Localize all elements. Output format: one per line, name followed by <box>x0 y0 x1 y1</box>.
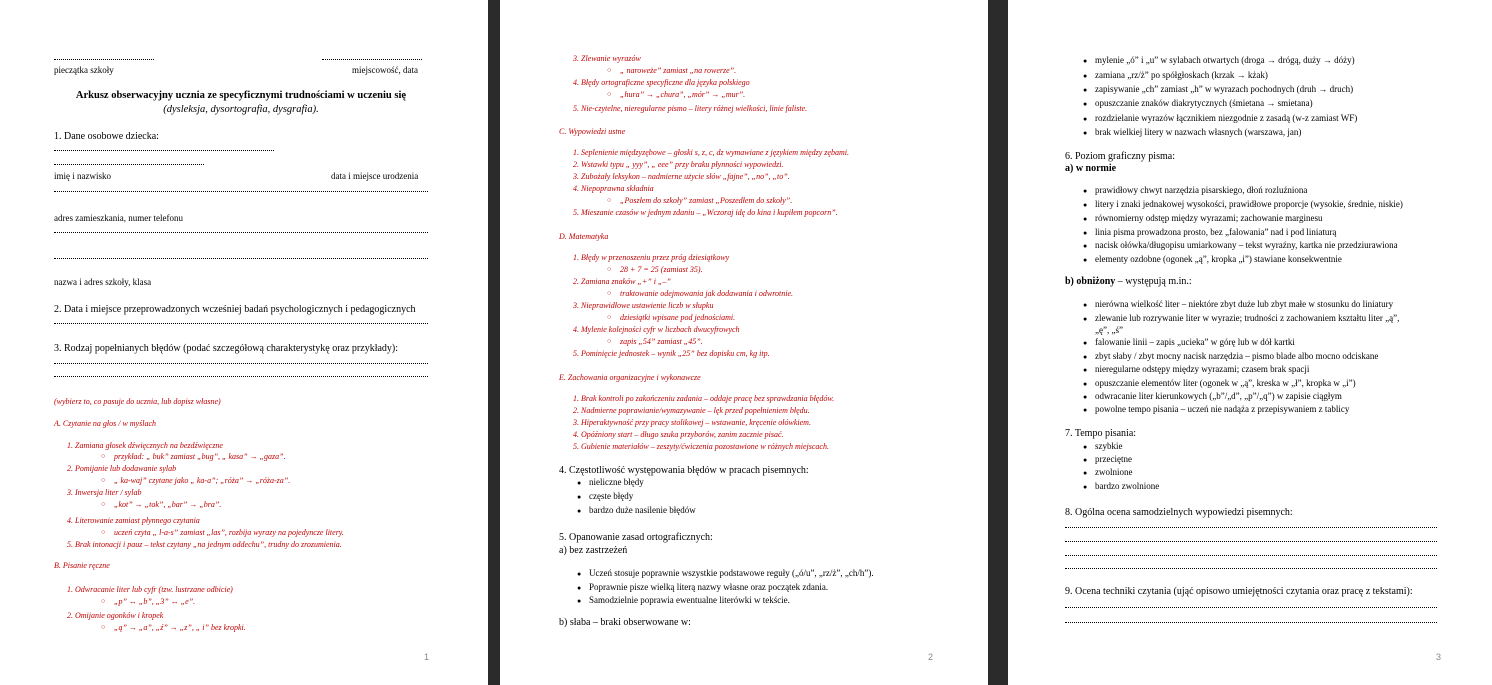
choose-note: (wybierz to, co pasuje do ucznia, lub dopisz własne) <box>54 397 221 406</box>
weak-item-1: mylenie „ó” i „u” w sylabach otwartych (droga → drógą, duży → dóży) <box>1095 55 1355 65</box>
item-c5: 5. Mieszanie czasów w jednym zdaniu – „Wczoraj idę do kina i kupiłem popcorn”. <box>573 208 838 217</box>
bullet-icon: ● <box>1083 339 1088 347</box>
field-line <box>54 150 274 151</box>
circle-bullet-icon: ○ <box>607 196 612 204</box>
item-b2: 2. Omijanie ogonków i kropek <box>67 611 164 620</box>
item-d3-sub: dziesiątki wpisane pod jednościami. <box>620 313 736 322</box>
item-a5: 5. Brak intonacji i pauz – tekst czytany „na jednym oddechu”, trudny do zrozumienia. <box>67 540 342 549</box>
circle-bullet-icon: ○ <box>607 66 612 74</box>
birth-label: data i miejsce urodzenia <box>331 171 419 181</box>
field-line <box>1065 527 1437 528</box>
ortho-item-3: Samodzielnie poprawia ewentualne literówki w tekście. <box>589 595 790 605</box>
lowered-item-2: zlewanie lub rozrywanie liter w wyrazie; trudności z zachowaniem kształtu liter „ą”, <box>1095 313 1400 323</box>
item-d2-sub: traktowanie odejmowania jak dodawania i odwrotnie. <box>620 289 794 298</box>
item-e2: 2. Nadmierne poprawianie/wymazywanie – lęk przed popełnieniem błędu. <box>573 406 810 415</box>
field-line <box>54 164 204 165</box>
item-c4: 4. Niepoprawna składnia <box>573 184 654 193</box>
circle-bullet-icon: ○ <box>607 90 612 98</box>
lowered-item-4: zbyt słaby / zbyt mocny nacisk narzędzia – pismo blade albo mocno odciskane <box>1095 351 1379 361</box>
bullet-icon: ● <box>1083 315 1088 323</box>
tempo-option-3: zwolnione <box>1095 467 1133 477</box>
item-a1-sub: przykład: „ buk” zamiast „bug”, „ kasa” → „gaza”. <box>114 452 286 461</box>
page-number: 2 <box>928 652 934 662</box>
field-line <box>1065 555 1437 556</box>
field-line <box>54 323 428 324</box>
norm-item-6: elementy ozdobne (ogonek „ą”, kropka „i”) stawiane konsekwentnie <box>1095 254 1342 264</box>
ortho-item-1: Uczeń stosuje poprawnie wszystkie podstawowe reguły („ó/u”, „rz/ż”, „ch/h”). <box>589 568 874 578</box>
page-number: 3 <box>1436 652 1442 662</box>
section-1-heading: 1. Dane osobowe dziecka: <box>54 131 159 142</box>
name-label: imię i nazwisko <box>54 171 111 181</box>
page-2 <box>500 0 988 685</box>
address-label: adres zamieszkania, numer telefonu <box>54 213 183 223</box>
norm-item-4: linia pisma prowadzona prosto, bez „falowania” nad i pod liniaturą <box>1095 227 1337 237</box>
weak-item-2: zamiana „rz/ż” po spółgłoskach (krzak → kżak) <box>1095 70 1268 80</box>
bullet-icon: ● <box>1083 100 1088 108</box>
tempo-option-1: szybkie <box>1095 441 1123 451</box>
page-number: 1 <box>424 652 430 662</box>
section-8-heading: 8. Ogólna ocena samodzielnych wypowiedzi pisemnych: <box>1065 507 1293 518</box>
section-4-heading: 4. Częstotliwość występowania błędów w pracach pisemnych: <box>559 465 809 476</box>
document-title: Arkusz obserwacyjny ucznia ze specyficznymi trudnościami w uczeniu się <box>75 90 407 101</box>
circle-bullet-icon: ○ <box>101 597 106 605</box>
item-a3-sub: „kot” → „tok”, „bar” → „bra”. <box>114 500 222 509</box>
item-d4: 4. Mylenie kolejności cyfr w liczbach dwucyfrowych <box>573 325 740 334</box>
weak-item-5: rozdzielanie wyrazów łącznikiem niezgodnie z zasadą (w-z zamiast WF) <box>1095 113 1358 123</box>
item-b2-sub: „ą” → „a”, „ź” → „z”, „ i” bez kropki. <box>114 623 246 632</box>
bullet-icon: ● <box>577 507 582 515</box>
item-d5: 5. Pominięcie jednostek – wynik „25” bez dopisku cm, kg itp. <box>573 349 770 358</box>
field-line <box>1065 541 1437 542</box>
field-line <box>1065 622 1437 623</box>
norm-item-5: nacisk ołówka/długopisu umiarkowany – tekst wyraźny, kartka nie przedziurawiona <box>1095 240 1398 250</box>
norm-item-3: równomierny odstęp między wyrazami; zachowanie marginesu <box>1095 213 1323 223</box>
norm-item-1: prawidłowy chwyt narzędzia pisarskiego, dłoń rozluźniona <box>1095 185 1308 195</box>
section-6b-label: b) obniżony <box>1065 276 1116 287</box>
circle-bullet-icon: ○ <box>101 623 106 631</box>
item-c1: 1. Seplenienie międzyzębowe – głoski s, z, c, dz wymawiane z językiem między zębami. <box>573 148 849 157</box>
section-2-heading: 2. Data i miejsce przeprowadzonych wcześniej badań psychologicznych i pedagogicznych <box>54 304 416 315</box>
item-e4: 4. Opóźniony start – długo szuka przyborów, zanim zacznie pisać. <box>573 430 784 439</box>
page-3 <box>1008 0 1492 685</box>
lowered-item-3: falowanie linii – zapis „ucieka” w górę lub w dół kartki <box>1095 337 1295 347</box>
bullet-icon: ● <box>577 493 582 501</box>
bullet-icon: ● <box>1083 469 1088 477</box>
bullet-icon: ● <box>1083 129 1088 137</box>
item-e1: 1. Brak kontroli po zakończeniu zadania – oddaje pracę bez sprawdzania błędów. <box>573 394 835 403</box>
place-date-label: miejscowość, data <box>352 65 418 75</box>
item-a3: 3. Inwersja liter / sylab <box>67 488 142 497</box>
bullet-icon: ● <box>1083 242 1088 250</box>
bullet-icon: ● <box>577 479 582 487</box>
bullet-icon: ● <box>1083 456 1088 464</box>
section-6-heading: 6. Poziom graficzny pisma: <box>1065 151 1175 162</box>
lowered-item-1: nierówna wielkość liter – niektóre zbyt duże lub zbyt małe w stosunku do liniatury <box>1095 299 1394 309</box>
item-c3: 3. Zubożały leksykon – nadmierne użycie słów „fajne”, „no”, „to”. <box>573 172 790 181</box>
bullet-icon: ● <box>1083 86 1088 94</box>
lowered-item-6: opuszczanie elementów liter (ogonek w „ą”, kreska w „ł”, kropka w „i”) <box>1095 378 1356 388</box>
section-5b-heading: b) słaba – braki obserwowane w: <box>559 617 691 628</box>
weak-item-6: brak wielkiej litery w nazwach własnych (warszawa, jan) <box>1095 127 1302 137</box>
section-3-heading: 3. Rodzaj popełnianych błędów (podać szczegółową charakterystykę oraz przykłady): <box>54 343 399 354</box>
bullet-icon: ● <box>1083 201 1088 209</box>
bullet-icon: ● <box>1083 380 1088 388</box>
stamp-line <box>54 59 154 60</box>
item-d1-sub: 28 + 7 = 25 (zamiast 35). <box>620 265 703 274</box>
tempo-option-4: bardzo zwolnione <box>1095 481 1160 491</box>
item-a4-sub: uczeń czyta „ l-a-s” zamiast „las”, rozbija wyrazy na pojedyncze litery. <box>114 528 344 537</box>
section-7-heading: 7. Tempo pisania: <box>1065 428 1137 439</box>
section-6b-heading <box>1065 276 1192 288</box>
circle-bullet-icon: ○ <box>101 528 106 536</box>
school-label: nazwa i adres szkoły, klasa <box>54 277 152 287</box>
section-e-heading: E. Zachowania organizacyjne i wykonawcze <box>559 373 701 382</box>
item-b3-sub: „ naroweże” zamiast „na rowerze”. <box>620 66 737 75</box>
bullet-icon: ● <box>1083 187 1088 195</box>
bullet-icon: ● <box>577 584 582 592</box>
item-a4: 4. Literowanie zamiast płynnego czytania <box>67 516 200 525</box>
circle-bullet-icon: ○ <box>101 500 106 508</box>
place-date-line <box>322 59 422 60</box>
bullet-icon: ● <box>1083 366 1088 374</box>
section-b-heading: B. Pisanie ręczne <box>54 561 110 570</box>
bullet-icon: ● <box>577 597 582 605</box>
document-subtitle: (dysleksja, dysortografia, dysgrafia). <box>163 104 319 115</box>
page-1 <box>0 0 488 685</box>
lowered-item-2-cont: „ę”, „ś” <box>1095 325 1123 335</box>
frequency-option-2: częste błędy <box>589 491 634 501</box>
field-line <box>54 258 428 259</box>
item-b1-sub: „p” ↔ „b”, „3” ↔ „e”. <box>114 597 196 606</box>
item-a2-sub: „ ka-waj” czytane jako „ ka-a”; „róża” → „róża-za”. <box>114 476 291 485</box>
item-e3: 3. Hiperaktywność przy pracy stolikowej – wstawanie, kręcenie ołówkiem. <box>573 418 811 427</box>
ortho-item-2: Poprawnie pisze wielką literą nazwy własne oraz początek zdania. <box>589 582 829 592</box>
item-e5: 5. Gubienie materiałów – zeszyty/ćwiczenia pozostawione w różnych miejscach. <box>573 442 829 451</box>
section-6a-heading: a) w normie <box>1065 163 1117 174</box>
bullet-icon: ● <box>1083 483 1088 491</box>
bullet-icon: ● <box>1083 256 1088 264</box>
circle-bullet-icon: ○ <box>101 476 106 484</box>
lowered-item-5: nieregularne odstępy między wyrazami; czasem brak spacji <box>1095 364 1310 374</box>
field-line <box>54 376 428 377</box>
item-b5: 5. Nie-czytelne, nieregularne pismo – litery różnej wielkości, linie faliste. <box>573 104 808 113</box>
lowered-item-8: powolne tempo pisania – uczeń nie nadąża z przepisywaniem z tablicy <box>1095 404 1350 414</box>
item-d3: 3. Nieprawidłowe ustawienie liczb w słupku <box>573 301 714 310</box>
section-6b-rest: – występują m.in.: <box>1115 276 1192 287</box>
bullet-icon: ● <box>577 570 582 578</box>
item-b4: 4. Błędy ortograficzne specyficzne dla języka polskiego <box>573 78 750 87</box>
item-a2: 2. Pomijanie lub dodawanie sylab <box>67 464 177 473</box>
section-5-heading: 5. Opanowanie zasad ortograficznych: <box>559 532 713 543</box>
weak-item-3: zapisywanie „ch” zamiast „h” w wyrazach pochodnych (druh → druch) <box>1095 84 1354 94</box>
bullet-icon: ● <box>1083 393 1088 401</box>
item-d1: 1. Błędy w przenoszeniu przez próg dziesiątkowy <box>573 253 730 262</box>
frequency-option-3: bardzo duże nasilenie błędów <box>589 505 696 515</box>
field-line <box>1065 607 1437 608</box>
circle-bullet-icon: ○ <box>607 289 612 297</box>
section-a-heading: A. Czytanie na głos / w myślach <box>54 419 156 428</box>
item-c2: 2. Wstawki typu „ yyy”, „ eee” przy braku płynności wypowiedzi. <box>573 160 784 169</box>
item-b3: 3. Zlewanie wyrazów <box>573 54 641 63</box>
item-c4-sub: „Poszłem do szkoły” zamiast „Poszedłem do szkoły”. <box>620 196 793 205</box>
circle-bullet-icon: ○ <box>607 265 612 273</box>
bullet-icon: ● <box>1083 443 1088 451</box>
section-c-heading: C. Wypowiedzi ustne <box>559 127 626 136</box>
norm-item-2: litery i znaki jednakowej wysokości, prawidłowe proporcje (wysokie, średnie, niskie) <box>1095 199 1403 209</box>
field-line <box>54 363 428 364</box>
bullet-icon: ● <box>1083 57 1088 65</box>
weak-item-4: opuszczanie znaków diakrytycznych (śmietana → smietana) <box>1095 98 1313 108</box>
bullet-icon: ● <box>1083 215 1088 223</box>
item-b4-sub: „hura” → „chura”, „mór” → „mur”. <box>620 90 746 99</box>
bullet-icon: ● <box>1083 406 1088 414</box>
bullet-icon: ● <box>1083 72 1088 80</box>
item-b1: 1. Odwracanie liter lub cyfr (tzw. lustrzane odbicie) <box>67 585 233 594</box>
stamp-label: pieczątka szkoły <box>54 65 114 75</box>
section-9-heading: 9. Ocena techniki czytania (ująć opisowo umiejętności czytania oraz pracę z tekstami): <box>1065 586 1413 597</box>
item-a1: 1. Zamiana głosek dźwięcznych na bezdźwięczne <box>67 441 223 450</box>
lowered-item-7: odwracanie liter kierunkowych („b”/„d”, „p”/„q”) w zapisie ciągłym <box>1095 391 1342 401</box>
bullet-icon: ● <box>1083 229 1088 237</box>
bullet-icon: ● <box>1083 115 1088 123</box>
field-line <box>54 232 428 233</box>
circle-bullet-icon: ○ <box>101 452 106 460</box>
item-d4-sub: zapis „54” zamiast „45”. <box>620 337 703 346</box>
frequency-option-1: nieliczne błędy <box>589 477 644 487</box>
bullet-icon: ● <box>1083 353 1088 361</box>
field-line <box>54 191 428 192</box>
circle-bullet-icon: ○ <box>607 313 612 321</box>
circle-bullet-icon: ○ <box>607 337 612 345</box>
section-d-heading: D. Matematyka <box>559 232 609 241</box>
item-d2: 2. Zamiana znaków „+” i „–” <box>573 277 671 286</box>
bullet-icon: ● <box>1083 301 1088 309</box>
tempo-option-2: przeciętne <box>1095 454 1132 464</box>
field-line <box>1065 568 1437 569</box>
section-5a-heading: a) bez zastrzeżeń <box>559 545 628 556</box>
